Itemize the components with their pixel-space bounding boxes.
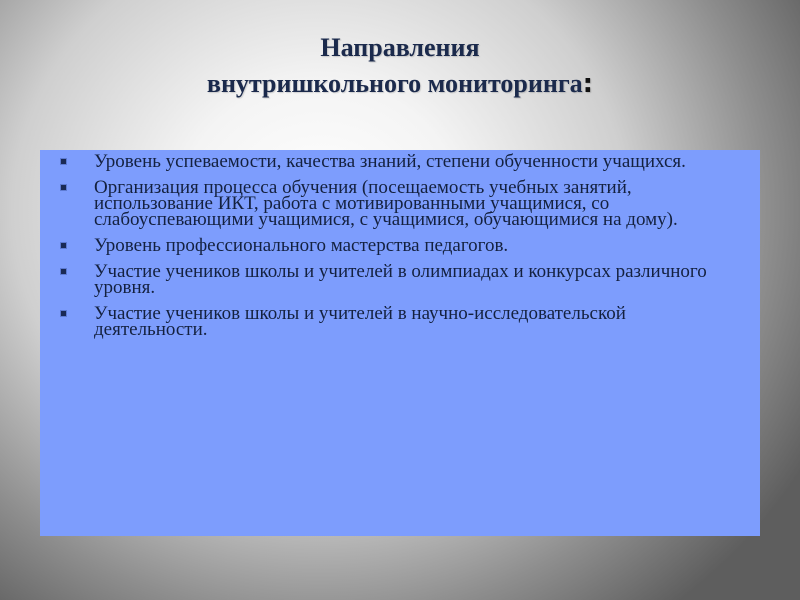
bullet-text: Участие учеников школы и учителей в научно-исследовательской деятельности. — [94, 303, 626, 340]
bullet-item — [56, 177, 736, 230]
square-bullet-icon — [60, 310, 67, 317]
bullet-item — [56, 303, 736, 340]
bullet-text: Организация процесса обучения (посещаемость учебных занятий, использование ИКТ, работа с мотивированными учащимися, со слабоуспевающими учащимися, с учащимися, обучающимися на дому). — [94, 177, 678, 230]
square-bullet-icon — [60, 242, 67, 249]
title-colon: : — [582, 69, 594, 99]
square-bullet-icon — [60, 184, 67, 191]
bullet-item — [56, 261, 736, 298]
slide-title — [0, 30, 800, 102]
bullet-item — [56, 151, 736, 172]
bullet-list — [56, 151, 736, 340]
title-line-1: Направления — [320, 33, 480, 62]
bullet-item — [56, 235, 736, 256]
title-line-2 — [0, 66, 800, 102]
square-bullet-icon — [60, 158, 67, 165]
bullet-text: Уровень успеваемости, качества знаний, степени обученности учащихся. — [94, 151, 686, 172]
bullet-text: Участие учеников школы и учителей в олимпиадах и конкурсах различного уровня. — [94, 261, 707, 298]
square-bullet-icon — [60, 268, 67, 275]
content-box — [40, 150, 760, 536]
title-line-2-text: внутришкольного мониторинга — [206, 69, 583, 98]
bullet-text: Уровень профессионального мастерства педагогов. — [94, 235, 509, 256]
